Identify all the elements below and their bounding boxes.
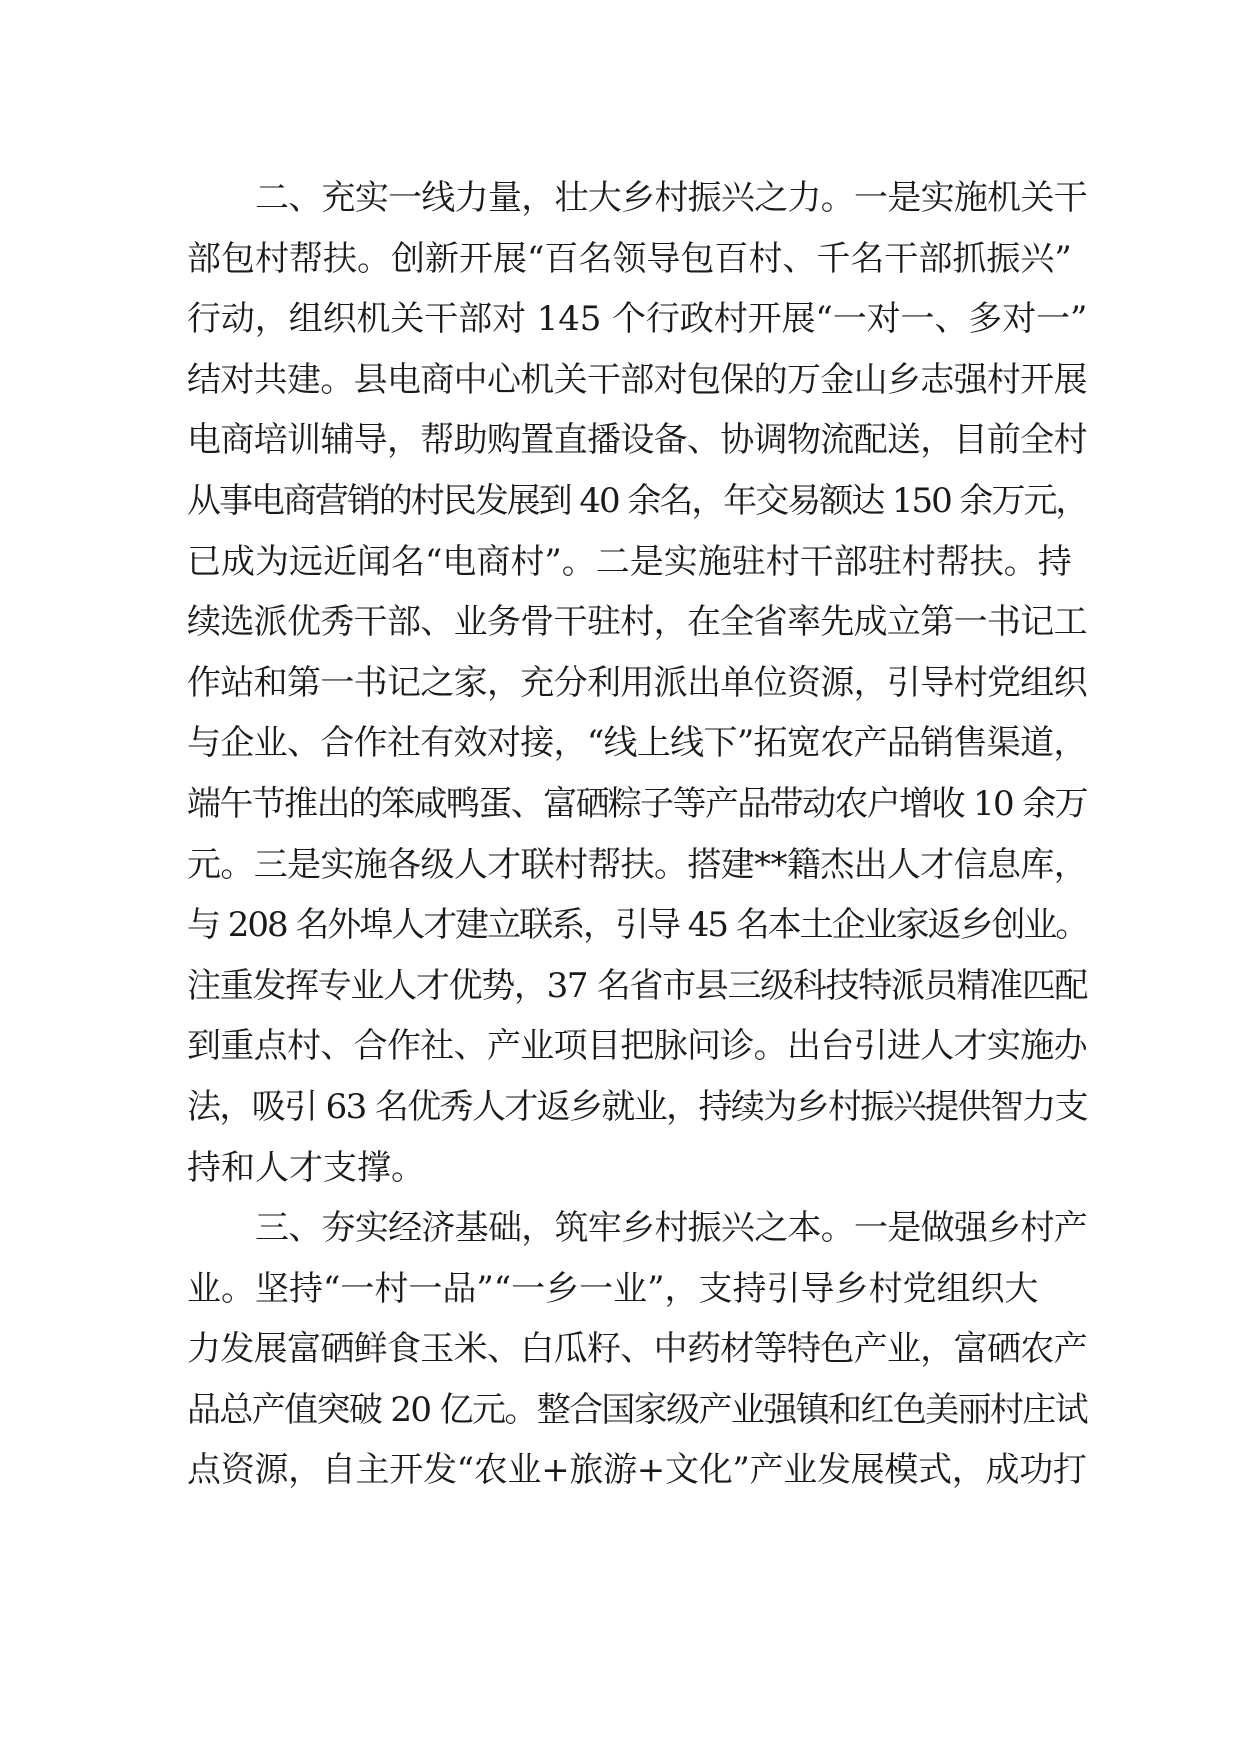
text-line: 注重发挥专业人才优势，37 名省市县三级科技特派员精准匹配 <box>187 965 1088 1006</box>
text-line: 电商培训辅导，帮助购置直播设备、协调物流配送，目前全村 <box>187 420 1087 461</box>
text-line: 部包村帮扶。创新开展“百名领导包百村、千名干部抓振兴” <box>187 238 1072 279</box>
document-body <box>187 168 1087 1501</box>
text-line: 到重点村、合作社、产业项目把脉问诊。出台引进人才实施办 <box>187 1026 1087 1067</box>
text-line: 已成为远近闻名“电商村”。二是实施驻村干部驻村帮扶。持 <box>187 541 1072 582</box>
text-line: 与企业、合作社有效对接，“线上线下”拓宽农产品销售渠道， <box>187 723 1087 764</box>
text-line: 持和人才支撑。 <box>187 1147 425 1188</box>
text-line: 二、充实一线力量，壮大乡村振兴之力。一是实施机关干 <box>255 178 1087 218</box>
text-line: 业。坚持“一村一品”“一乡一业”，支持引导乡村党组织大 <box>187 1268 1039 1309</box>
text-line: 从事电商营销的村民发展到 40 余名，年交易额达 150 余万元， <box>187 480 1088 521</box>
text-line: 续选派优秀干部、业务骨干驻村，在全省率先成立第一书记工 <box>187 602 1087 643</box>
text-line: 力发展富硒鲜食玉米、白瓜籽、中药材等特色产业，富硒农产 <box>187 1329 1087 1370</box>
text-line: 元。三是实施各级人才联村帮扶。搭建**籍杰出人才信息库， <box>187 844 1088 885</box>
text-line: 作站和第一书记之家，充分利用派出单位资源，引导村党组织 <box>187 662 1087 703</box>
text-line: 三、夯实经济基础，筑牢乡村振兴之本。一是做强乡村产 <box>255 1208 1087 1249</box>
paragraph-section-2 <box>187 168 1087 1198</box>
text-line: 法，吸引 63 名优秀人才返乡就业，持续为乡村振兴提供智力支 <box>187 1086 1087 1127</box>
text-line: 点资源，自主开发“农业+旅游+文化”产业发展模式，成功打 <box>187 1450 1087 1491</box>
text-line: 端午节推出的笨咸鸭蛋、富硒粽子等产品带动农户增收 10 余万 <box>187 783 1087 824</box>
text-line: 与 208 名外埠人才建立联系，引导 45 名本土企业家返乡创业。 <box>187 905 1088 946</box>
text-line: 行动，组织机关干部对 145 个行政村开展“一对一、多对一” <box>187 299 1088 340</box>
text-line: 品总产值突破 20 亿元。整合国家级产业强镇和红色美丽村庄试 <box>187 1389 1087 1430</box>
paragraph-section-3 <box>187 1198 1087 1501</box>
text-line: 结对共建。县电商中心机关干部对包保的万金山乡志强村开展 <box>187 359 1087 400</box>
